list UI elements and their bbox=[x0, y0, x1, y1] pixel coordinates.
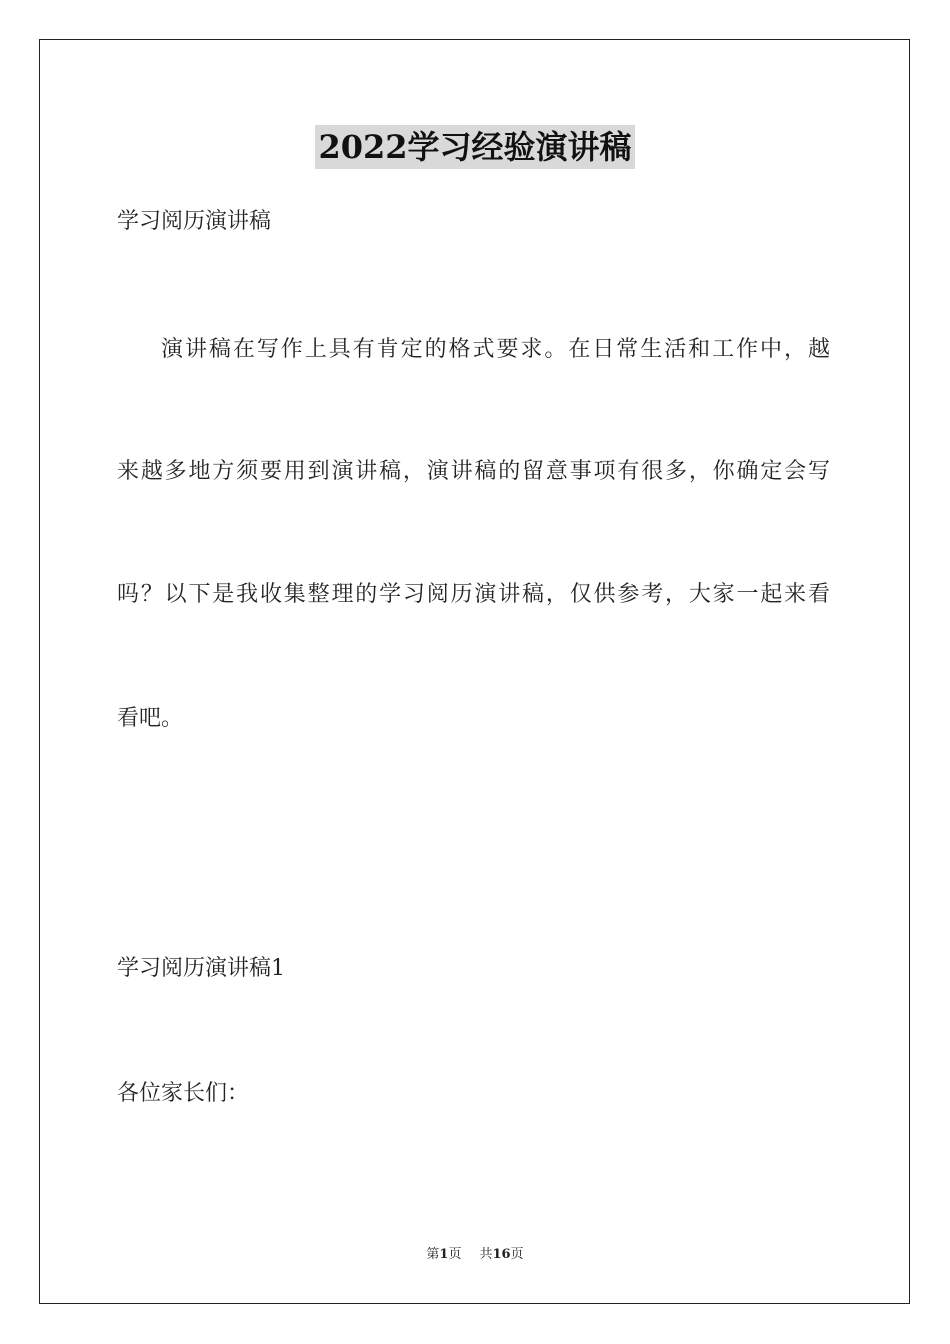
footer-total-pages: 16 bbox=[492, 1247, 511, 1262]
page-footer bbox=[0, 1246, 950, 1264]
salutation: 各位家长们： bbox=[117, 1081, 250, 1106]
footer-page-suffix: 页 bbox=[448, 1247, 462, 1262]
footer-page-number: 1 bbox=[439, 1247, 449, 1262]
footer-total-prefix: 共 bbox=[479, 1247, 493, 1262]
footer-page-prefix: 第 bbox=[426, 1247, 440, 1262]
document-title: 2022学习经验演讲稿 bbox=[315, 125, 634, 169]
intro-line-3: 吗？以下是我收集整理的学习阅历演讲稿，仅供参考，大家一起来看 bbox=[117, 582, 830, 607]
intro-line-1: 演讲稿在写作上具有肯定的格式要求。在日常生活和工作中，越 bbox=[161, 337, 830, 362]
intro-line-2: 来越多地方须要用到演讲稿，演讲稿的留意事项有很多，你确定会写 bbox=[117, 459, 830, 484]
title-container bbox=[0, 125, 950, 169]
section-title: 学习阅历演讲稿1 bbox=[117, 956, 285, 981]
document-heading: 学习阅历演讲稿 bbox=[117, 209, 272, 234]
intro-line-4: 看吧。 bbox=[117, 706, 184, 731]
footer-total-suffix: 页 bbox=[510, 1247, 524, 1262]
